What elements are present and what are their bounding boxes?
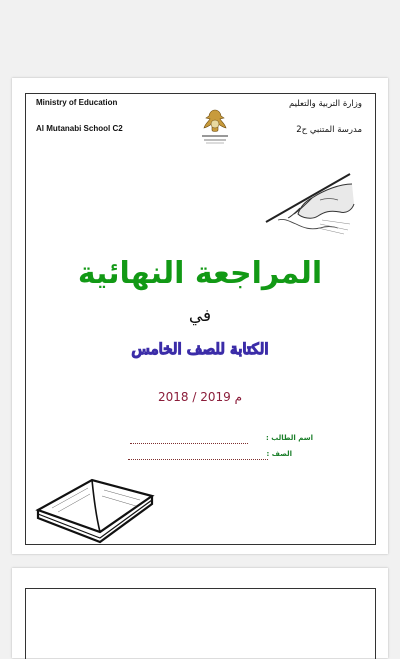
- document-page-1: [12, 78, 388, 554]
- class-label: الصف :: [266, 450, 292, 458]
- open-book-illustration: [32, 470, 158, 546]
- uae-emblem-logo: [196, 106, 234, 146]
- title-main: المراجعة النهائية: [77, 256, 323, 291]
- ministry-ar: وزارة التربية والتعليم: [289, 99, 362, 109]
- title-connector: في: [188, 306, 212, 326]
- student-name-label: اسم الطالب :: [266, 434, 313, 442]
- class-line: [128, 459, 268, 460]
- school-en: Al Mutanabi School C2: [36, 124, 123, 133]
- ministry-en: Ministry of Education: [36, 98, 118, 107]
- student-name-line: [130, 443, 248, 444]
- page-border-frame-2: [25, 588, 376, 659]
- academic-year: 2018 / 2019 م: [157, 390, 242, 404]
- document-page-2: [12, 568, 388, 658]
- hand-writing-illustration: [260, 170, 356, 236]
- school-ar: مدرسة المتنبي ح2: [296, 125, 362, 135]
- subject-subtitle: الكتابة للصف الخامس: [131, 340, 269, 358]
